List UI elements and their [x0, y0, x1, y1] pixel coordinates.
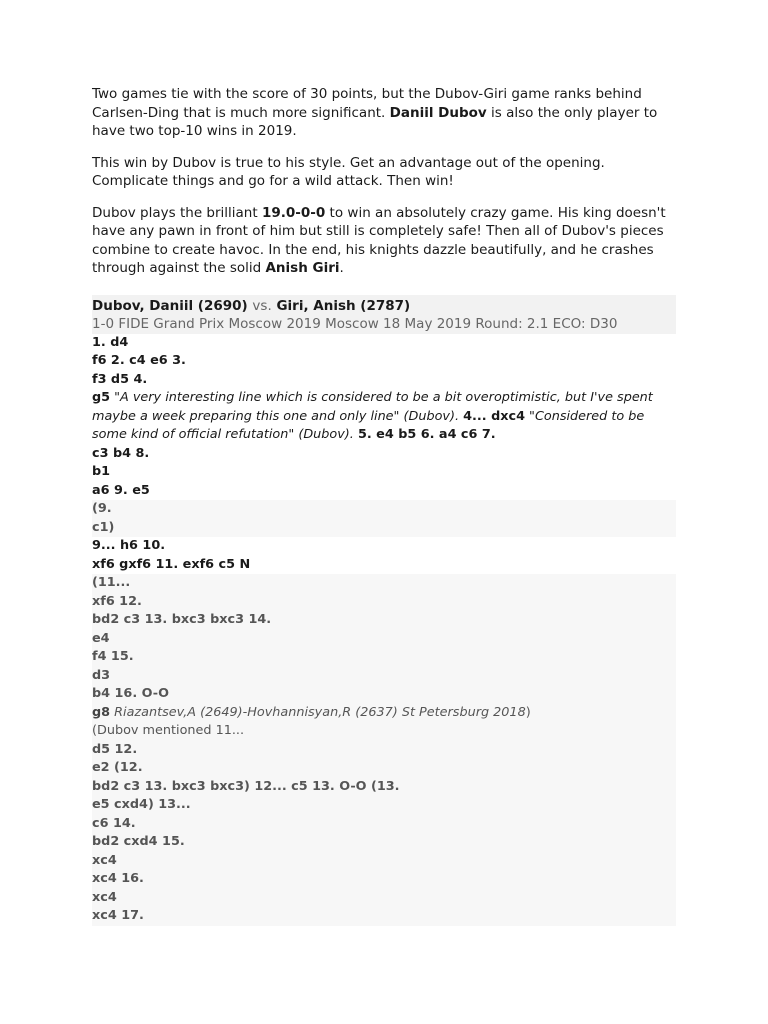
- player-name: Daniil Dubov: [389, 104, 487, 121]
- variation-line[interactable]: f4 15.: [92, 648, 676, 667]
- article-body: [92, 85, 676, 926]
- move[interactable]: 5. e4 b5 6. a4 c6 7.: [357, 427, 496, 442]
- variation-line[interactable]: e5 cxd4) 13...: [92, 796, 676, 815]
- variation-reference: [92, 704, 676, 723]
- variation-line[interactable]: (9.: [92, 500, 676, 519]
- move-line[interactable]: f6 2. c4 e6 3.: [92, 353, 186, 368]
- game-info: 1-0 FIDE Grand Prix Moscow 2019 Moscow 18 May 2019 Round: 2.1 ECO: D30: [92, 315, 618, 332]
- game-header: [92, 295, 676, 334]
- variation-line[interactable]: xf6 12.: [92, 593, 676, 612]
- text: Two games tie with the score of 30 points, but the Dubov-Giri game ranks behind Carlsen-Ding that is much more significant.: [92, 86, 642, 121]
- variation-line[interactable]: b4 16. O-O: [92, 685, 676, 704]
- variation-line[interactable]: xc4 17.: [92, 907, 676, 926]
- intro-paragraph: [92, 85, 676, 141]
- move-line[interactable]: c3 b4 8.: [92, 445, 150, 461]
- variation-line[interactable]: xc4: [92, 889, 676, 908]
- move[interactable]: g8: [92, 704, 111, 720]
- variation-line[interactable]: xc4 16.: [92, 870, 676, 889]
- game-viewer: [92, 295, 676, 926]
- player-name: Anish Giri: [265, 260, 340, 276]
- move-line[interactable]: a6 9. e5: [92, 482, 150, 498]
- key-move: 19.0-0-0: [261, 204, 326, 221]
- variation-line: (Dubov mentioned 11...: [92, 722, 676, 741]
- text: ): [525, 704, 531, 720]
- game-players: [92, 297, 676, 315]
- style-paragraph: [92, 154, 676, 191]
- move-line[interactable]: 1. d4: [92, 334, 129, 350]
- move[interactable]: g5: [92, 390, 111, 405]
- text: This win by Dubov is true to his style. Get an advantage out of the opening. Complicate things and go for a wild attack. Then win!: [92, 154, 605, 189]
- move-line[interactable]: f3 d5 4.: [92, 371, 148, 387]
- move-line[interactable]: xf6 gxf6 11. exf6 c5 N: [92, 556, 251, 572]
- move-line-commented: [92, 389, 676, 445]
- game-reference: Riazantsev,A (2649)-Hovhannisyan,R (2637) St Petersburg 2018: [110, 704, 526, 720]
- variation-line[interactable]: e4: [92, 630, 676, 649]
- text: Dubov plays the brilliant: [92, 204, 262, 221]
- vs-label: vs.: [252, 297, 272, 314]
- variation-line[interactable]: d5 12.: [92, 741, 676, 760]
- white-player: Dubov, Daniil (2690): [92, 297, 248, 314]
- text: is also the only player to have two top-10 wins in 2019.: [92, 104, 658, 139]
- summary-paragraph: [92, 204, 676, 278]
- comment: "Considered to be some kind of official refutation" (Dubov).: [92, 408, 645, 442]
- move-line[interactable]: b1: [92, 464, 111, 479]
- variation-line[interactable]: e2 (12.: [92, 759, 676, 778]
- text: to win an absolutely crazy game. His king doesn't have any pawn in front of him but still is completely safe! Then all of Dubov's pieces combine to create havoc. In the end, his knights dazzle beautifully, and he crashes through against the solid: [92, 204, 666, 276]
- black-player: Giri, Anish (2787): [276, 297, 411, 314]
- variation-line[interactable]: d3: [92, 667, 676, 686]
- variation-line[interactable]: c1): [92, 519, 676, 538]
- variation-line[interactable]: c6 14.: [92, 815, 676, 834]
- comment: "A very interesting line which is considered to be a bit overoptimistic, but I've spent maybe a week preparing this one and only line" (Dubov).: [92, 390, 653, 424]
- variation-line[interactable]: bd2 c3 13. bxc3 bxc3) 12... c5 13. O-O (13.: [92, 778, 676, 797]
- variation-line[interactable]: (11...: [92, 574, 676, 593]
- variation-line[interactable]: xc4: [92, 852, 676, 871]
- move-line[interactable]: 9... h6 10.: [92, 538, 166, 553]
- text: .: [339, 260, 344, 276]
- variation-line[interactable]: bd2 c3 13. bxc3 bxc3 14.: [92, 611, 676, 630]
- move[interactable]: 4... dxc4: [463, 408, 525, 424]
- variation-line[interactable]: bd2 cxd4 15.: [92, 833, 676, 852]
